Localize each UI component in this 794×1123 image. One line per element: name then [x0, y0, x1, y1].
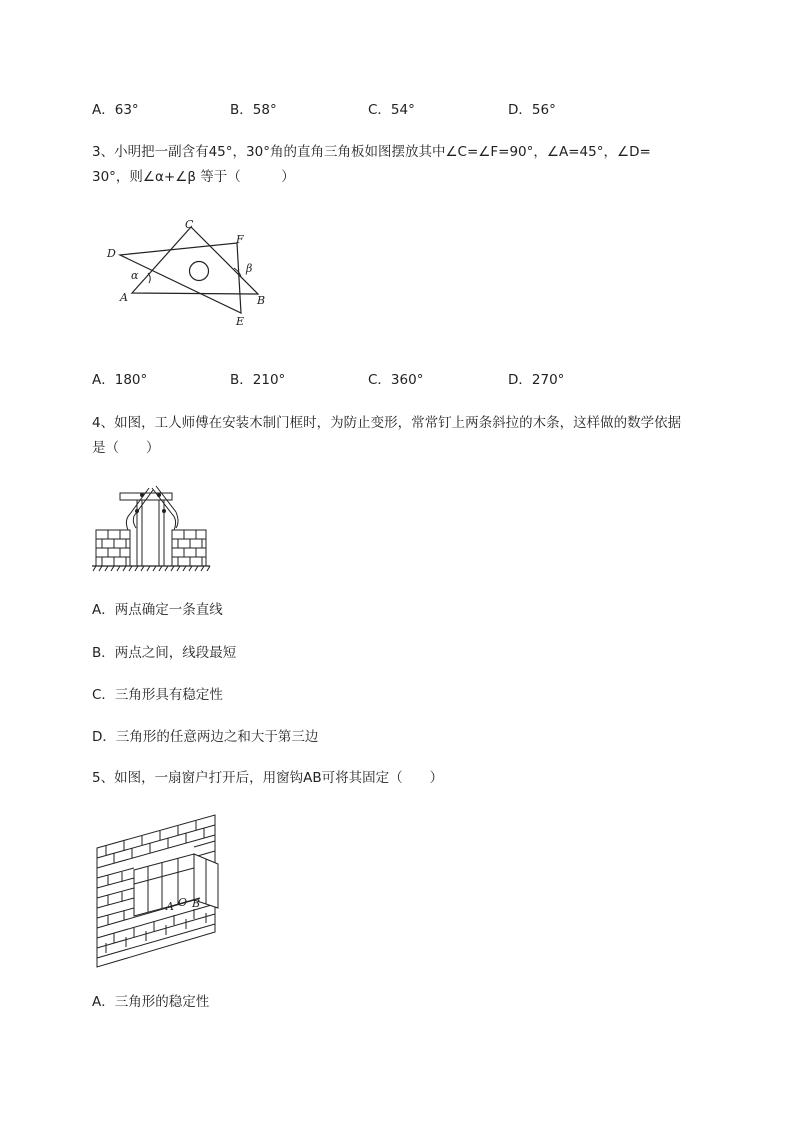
label-a: A	[166, 900, 174, 913]
q5-window-figure	[94, 812, 224, 970]
q4-option-d: D．三角形的任意两边之和大于第三边	[92, 729, 319, 745]
label-d: D	[107, 247, 116, 260]
q4-stem-line1: 4、如图，工人师傅在安装木制门框时，为防止变形，常常钉上两条斜拉的木条，这样做的数学依据	[92, 415, 682, 431]
q3-option-d: D．270°	[508, 372, 565, 388]
q3-option-c: C．360°	[368, 372, 424, 388]
triangle-board-hole	[190, 262, 209, 281]
q2-option-d: D．56°	[508, 102, 556, 118]
q4-door-frame-figure	[92, 484, 214, 578]
q3-stem-line2: 30°，则∠α+∠β 等于（ ）	[92, 169, 295, 185]
q3-triangles-figure	[100, 215, 280, 330]
label-e: E	[236, 315, 245, 328]
label-b: B	[257, 294, 266, 307]
label-a: A	[120, 291, 128, 304]
label-c: C	[185, 218, 194, 231]
label-b: B	[192, 897, 201, 910]
q2-option-c: C．54°	[368, 102, 415, 118]
label-alpha: α	[131, 269, 139, 282]
q3-option-b: B．210°	[230, 372, 286, 388]
q5-stem: 5、如图，一扇窗户打开后，用窗钩AB可将其固定（ ）	[92, 770, 444, 786]
q3-option-a: A．180°	[92, 372, 148, 388]
label-beta: β	[246, 262, 253, 275]
label-o: O	[178, 896, 188, 909]
q4-option-a: A．两点确定一条直线	[92, 602, 223, 618]
q4-option-c: C．三角形具有稳定性	[92, 687, 223, 703]
q2-option-a: A．63°	[92, 102, 139, 118]
q5-option-a: A．三角形的稳定性	[92, 994, 210, 1010]
left-brick-wall	[96, 530, 130, 566]
q4-stem-line2: 是（ ）	[92, 440, 160, 456]
q2-option-b: B．58°	[230, 102, 277, 118]
label-f: F	[236, 233, 244, 246]
q4-option-b: B．两点之间，线段最短	[92, 645, 237, 661]
q3-stem-line1: 3、小明把一副含有45°，30°角的直角三角板如图摆放其中∠C=∠F=90°，∠A=45°，∠D=	[92, 144, 651, 160]
right-brick-wall	[172, 530, 206, 566]
